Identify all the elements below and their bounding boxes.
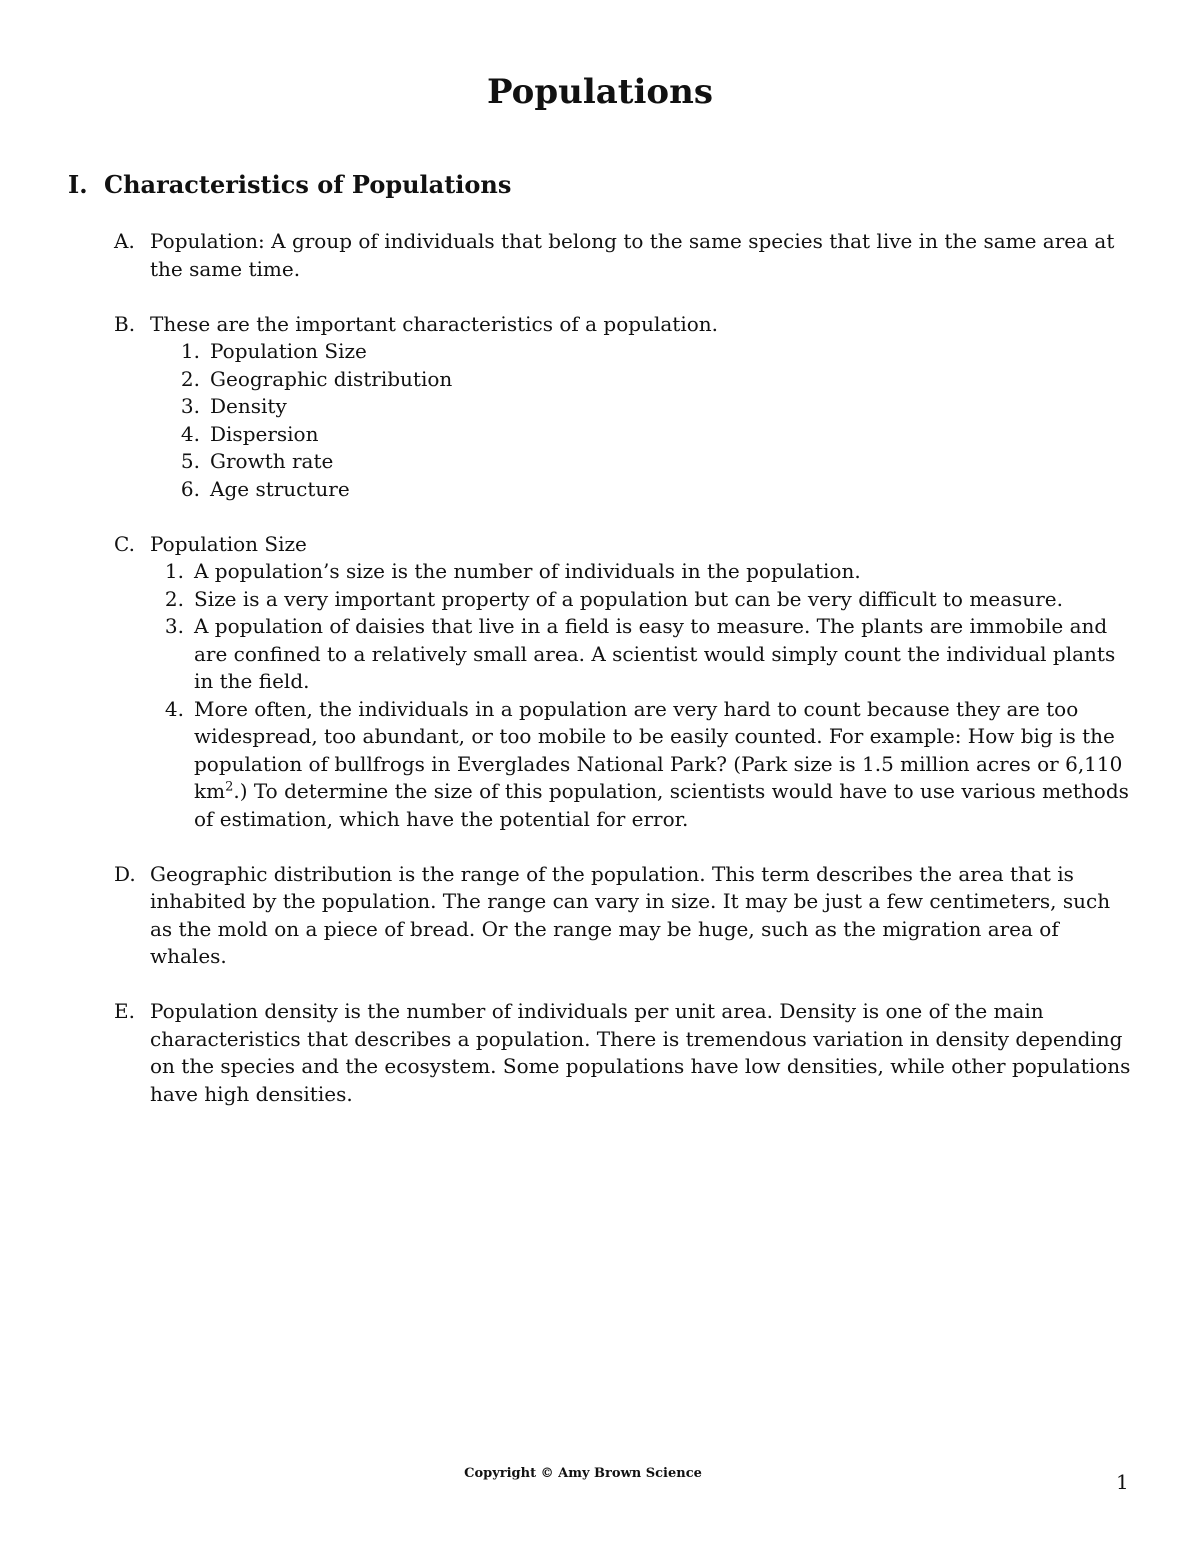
section-number: I. [68,170,88,199]
list-item [174,366,1134,394]
list-item [158,558,1134,586]
page-title: Populations [487,72,713,112]
item-letter: C. [114,531,135,556]
list-item [174,393,1134,421]
list-text-part: More often, the individuals in a population are very hard to count because they are too widespread, too abundant, or too mobile to be easily counted. For example: How big is the population of bullfrogs in Everglades National Park? (Park size is 1.5 million acres or 6,110 km [194,696,1123,803]
outline-content [114,228,1134,1136]
list-text: Age structure [210,476,350,501]
list-text: Density [210,394,287,418]
section-heading [68,170,511,199]
list-text: Size is a very important property of a population but can be very difficult to measure. [194,586,1063,611]
list-item [158,586,1134,614]
list-number: 1. [164,559,184,583]
list-number: 2. [164,586,184,611]
item-letter: A. [114,229,135,253]
list-item [158,613,1134,696]
list-text: Population Size [210,339,367,363]
superscript: 2 [225,779,234,795]
list-item [174,476,1134,504]
list-text-part: .) To determine the size of this population, scientists would have to use various methods of estimation, which have the potential for error. [194,779,1129,831]
list-item [174,338,1134,366]
list-number: 2. [180,366,200,391]
list-number: 4. [164,696,184,721]
item-a [114,228,1134,283]
list-text: Geographic distribution [210,366,453,391]
list-text: Dispersion [210,421,319,446]
list-number: 1. [180,339,200,363]
characteristics-list [174,338,1134,503]
list-text: A population’s size is the number of individuals in the population. [194,559,861,583]
item-d [114,861,1134,971]
list-number: 3. [164,614,184,638]
item-text: Population density is the number of individuals per unit area. Density is one of the main characteristics that describes a population. There is tremendous variation in density depending on the species and the ecosystem. Some populations have low densities, while other populations have high densities. [150,999,1131,1106]
list-text: Growth rate [210,449,334,473]
list-number: 5. [180,449,200,473]
item-text: Population Size [150,531,307,556]
page-number: 1 [1116,1470,1129,1494]
list-text [194,696,1134,834]
section-title: Characteristics of Populations [104,170,512,199]
item-letter: B. [114,311,136,336]
list-number: 6. [180,476,200,501]
list-item [174,448,1134,476]
list-item [174,421,1134,449]
list-text: A population of daisies that live in a field is easy to measure. The plants are immobile and are confined to a relatively small area. A scientist would simply count the individual plants in the field. [194,614,1116,693]
item-b [114,311,1134,504]
item-letter: D. [114,861,136,886]
population-size-list [158,558,1134,833]
footer-copyright: Copyright © Amy Brown Science [464,1466,702,1481]
list-number: 3. [180,394,200,418]
item-text: Geographic distribution is the range of the population. This term describes the area that is inhabited by the population. The range can vary in size. It may be just a few centimeters, such as the mold on a piece of bread. Or the range may be huge, such as the migration area of whales. [150,861,1111,968]
item-text: These are the important characteristics of a population. [150,311,718,336]
item-letter: E. [114,999,135,1023]
list-item [158,696,1134,834]
list-number: 4. [180,421,200,446]
item-text: Population: A group of individuals that belong to the same species that live in the same area at the same time. [150,229,1115,281]
item-e [114,998,1134,1108]
item-c [114,531,1134,834]
